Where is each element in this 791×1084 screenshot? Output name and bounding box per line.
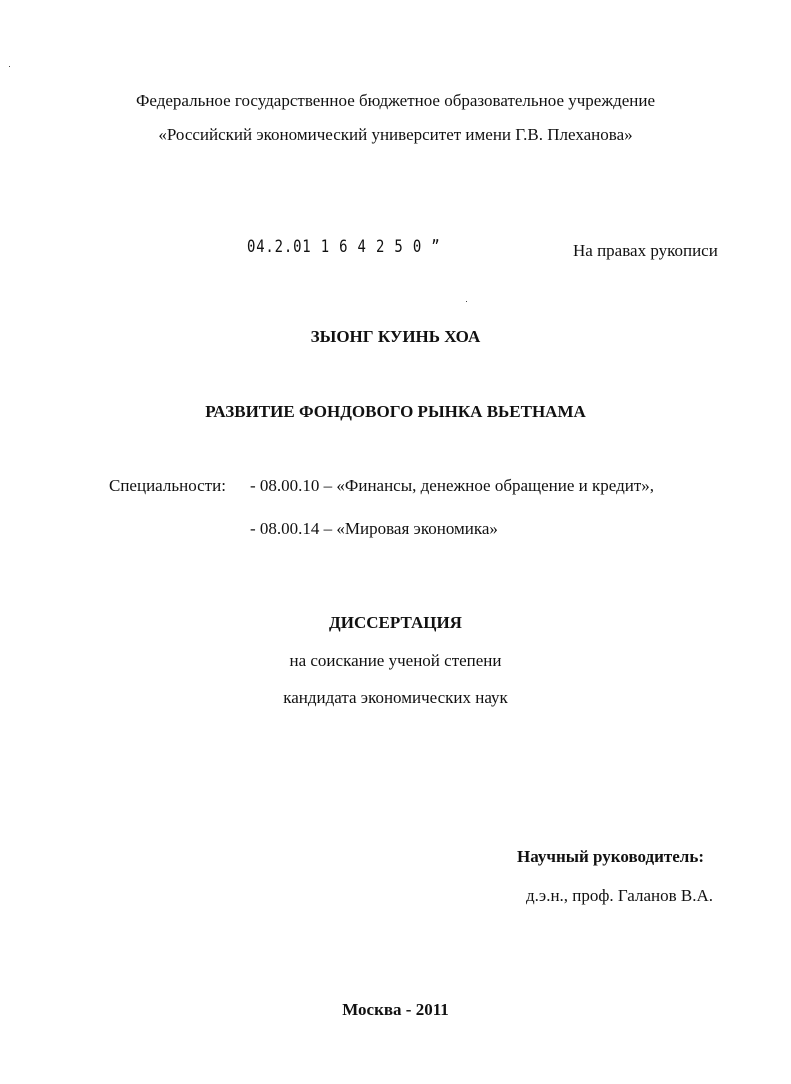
manuscript-note: На правах рукописи bbox=[573, 241, 718, 260]
scan-speck bbox=[9, 66, 10, 67]
specialty-item-2: - 08.00.14 – «Мировая экономика» bbox=[250, 519, 498, 538]
supervisor-name: д.э.н., проф. Галанов В.А. bbox=[526, 886, 714, 905]
city-year: Москва - 2011 bbox=[342, 1000, 449, 1019]
specialties-label: Специальности: bbox=[109, 476, 226, 495]
registration-number: 04.2.01 1 6 4 2 5 0 ˮ bbox=[247, 237, 441, 257]
degree-line-1: на соискание ученой степени bbox=[289, 651, 502, 670]
dissertation-heading: ДИССЕРТАЦИЯ bbox=[329, 613, 462, 632]
institution-line-1: Федеральное государственное бюджетное образовательное учреждение bbox=[135, 91, 656, 110]
institution-line-2: «Российский экономический университет имени Г.В. Плеханова» bbox=[158, 125, 633, 144]
author-name: ЗЫОНГ КУИНЬ ХОА bbox=[310, 327, 481, 346]
supervisor-label: Научный руководитель: bbox=[517, 847, 704, 866]
scan-speck bbox=[466, 301, 467, 302]
degree-line-2: кандидата экономических наук bbox=[283, 688, 508, 707]
dissertation-title: РАЗВИТИЕ ФОНДОВОГО РЫНКА ВЬЕТНАМА bbox=[205, 402, 586, 421]
specialty-item-1: - 08.00.10 – «Финансы, денежное обращение и кредит», bbox=[250, 476, 655, 495]
